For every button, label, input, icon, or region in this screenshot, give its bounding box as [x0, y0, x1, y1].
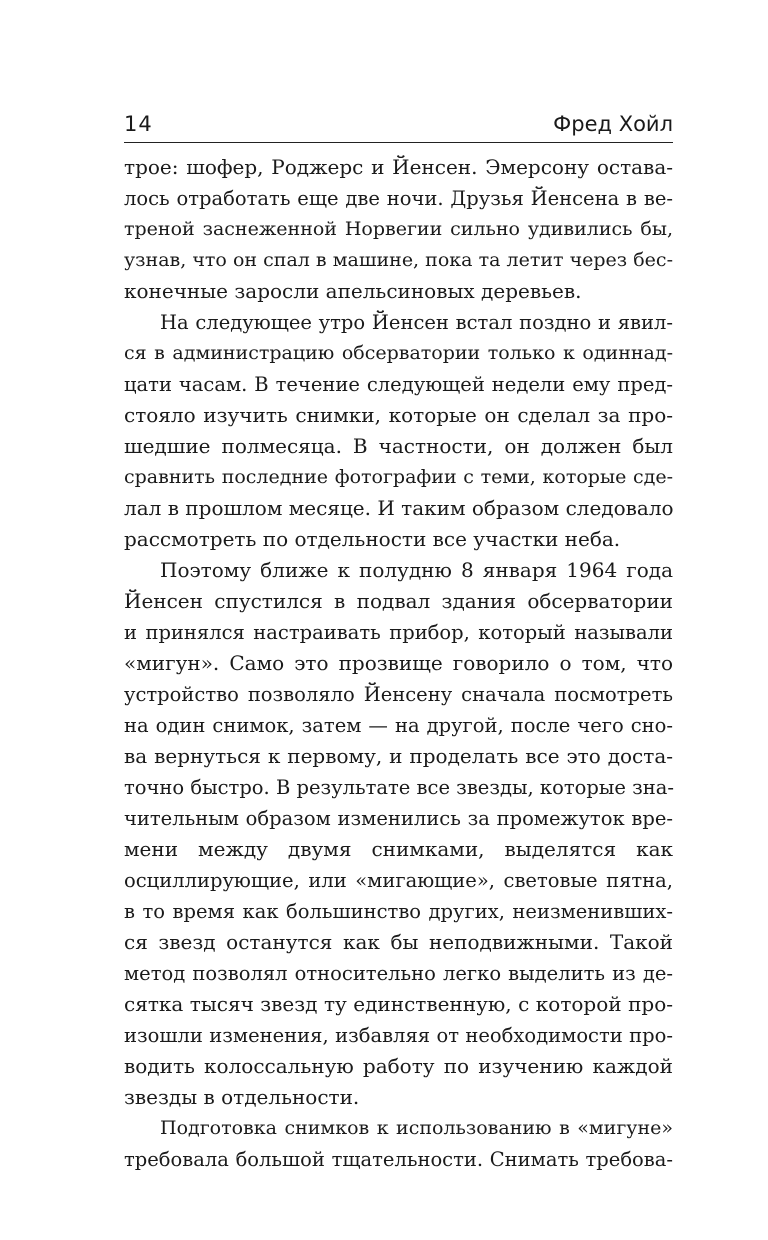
text-line: метод позволял относительно легко выделить из де-: [124, 962, 673, 985]
text-line: шедшие полмесяца. В частности, он должен был: [124, 434, 673, 458]
paragraph: [124, 1113, 673, 1175]
running-title: Фред Хойл: [553, 112, 673, 136]
paragraph: [124, 152, 673, 307]
text-line: треной заснеженной Норвегии сильно удивились бы,: [124, 218, 673, 240]
text-line: в то время как большинство других, неизменивших-: [124, 900, 673, 923]
text-line: водить колоссальную работу по изучению каждой: [124, 1054, 673, 1078]
text-line: чительным образом изменились за промежуток вре-: [124, 807, 673, 830]
text-line: Подготовка снимков к использованию в «мигуне»: [160, 1117, 673, 1139]
text-line: «мигун». Само это прозвище говорило о том, что: [124, 651, 673, 675]
running-head: [124, 108, 673, 143]
text-line: звезды в отдельности.: [124, 1085, 360, 1109]
text-line: Поэтому ближе к полудню 8 января 1964 года: [160, 558, 673, 582]
text-line: сятка тысяч звезд ту единственную, с которой про-: [124, 992, 673, 1016]
text-line: рассмотреть по отдельности все участки неба.: [124, 527, 621, 551]
text-line: цати часам. В течение следующей недели ему пред-: [124, 373, 673, 396]
text-line: на один снимок, затем — на другой, после чего сно-: [124, 714, 673, 737]
text-line: трое: шофер, Роджерс и Йенсен. Эмерсону остава-: [124, 155, 673, 179]
text-line: осциллирующие, или «мигающие», световые пятна,: [124, 869, 673, 892]
text-line: На следующее утро Йенсен встал поздно и явил-: [160, 311, 673, 334]
text-line: ся звезд останутся как бы неподвижными. Такой: [124, 930, 673, 954]
text-line: лал в прошлом месяце. И таким образом следовало: [124, 496, 674, 520]
page-number: 14: [124, 112, 153, 136]
text-line: стояло изучить снимки, которые он сделал за про-: [124, 403, 673, 427]
text-line: требовала большой тщательности. Снимать требова-: [124, 1148, 673, 1171]
text-line: изошли изменения, избавляя от необходимости про-: [124, 1024, 673, 1047]
body-text: [124, 152, 673, 1175]
text-line: конечные заросли апельсиновых деревьев.: [124, 279, 582, 303]
text-line: лось отработать еще две ночи. Друзья Йенсена в ве-: [124, 187, 673, 210]
text-line: ва вернуться к первому, и проделать все это доста-: [124, 744, 673, 768]
text-line: и принялся настраивать прибор, который называли: [124, 621, 673, 644]
text-line: Йенсен спустился в подвал здания обсерватории: [124, 589, 673, 613]
text-line: ся в администрацию обсерватории только к одиннад-: [124, 342, 673, 364]
text-line: мени между двумя снимками, выделятся как: [124, 837, 673, 861]
text-line: сравнить последние фотографии с теми, которые сде-: [124, 466, 673, 488]
text-line: точно быстро. В результате все звезды, которые зна-: [124, 776, 674, 799]
paragraph: [124, 555, 673, 1113]
text-line: узнав, что он спал в машине, пока та летит через бес-: [124, 249, 673, 271]
text-line: устройство позволяло Йенсену сначала посмотреть: [124, 683, 673, 706]
paragraph: [124, 307, 673, 555]
